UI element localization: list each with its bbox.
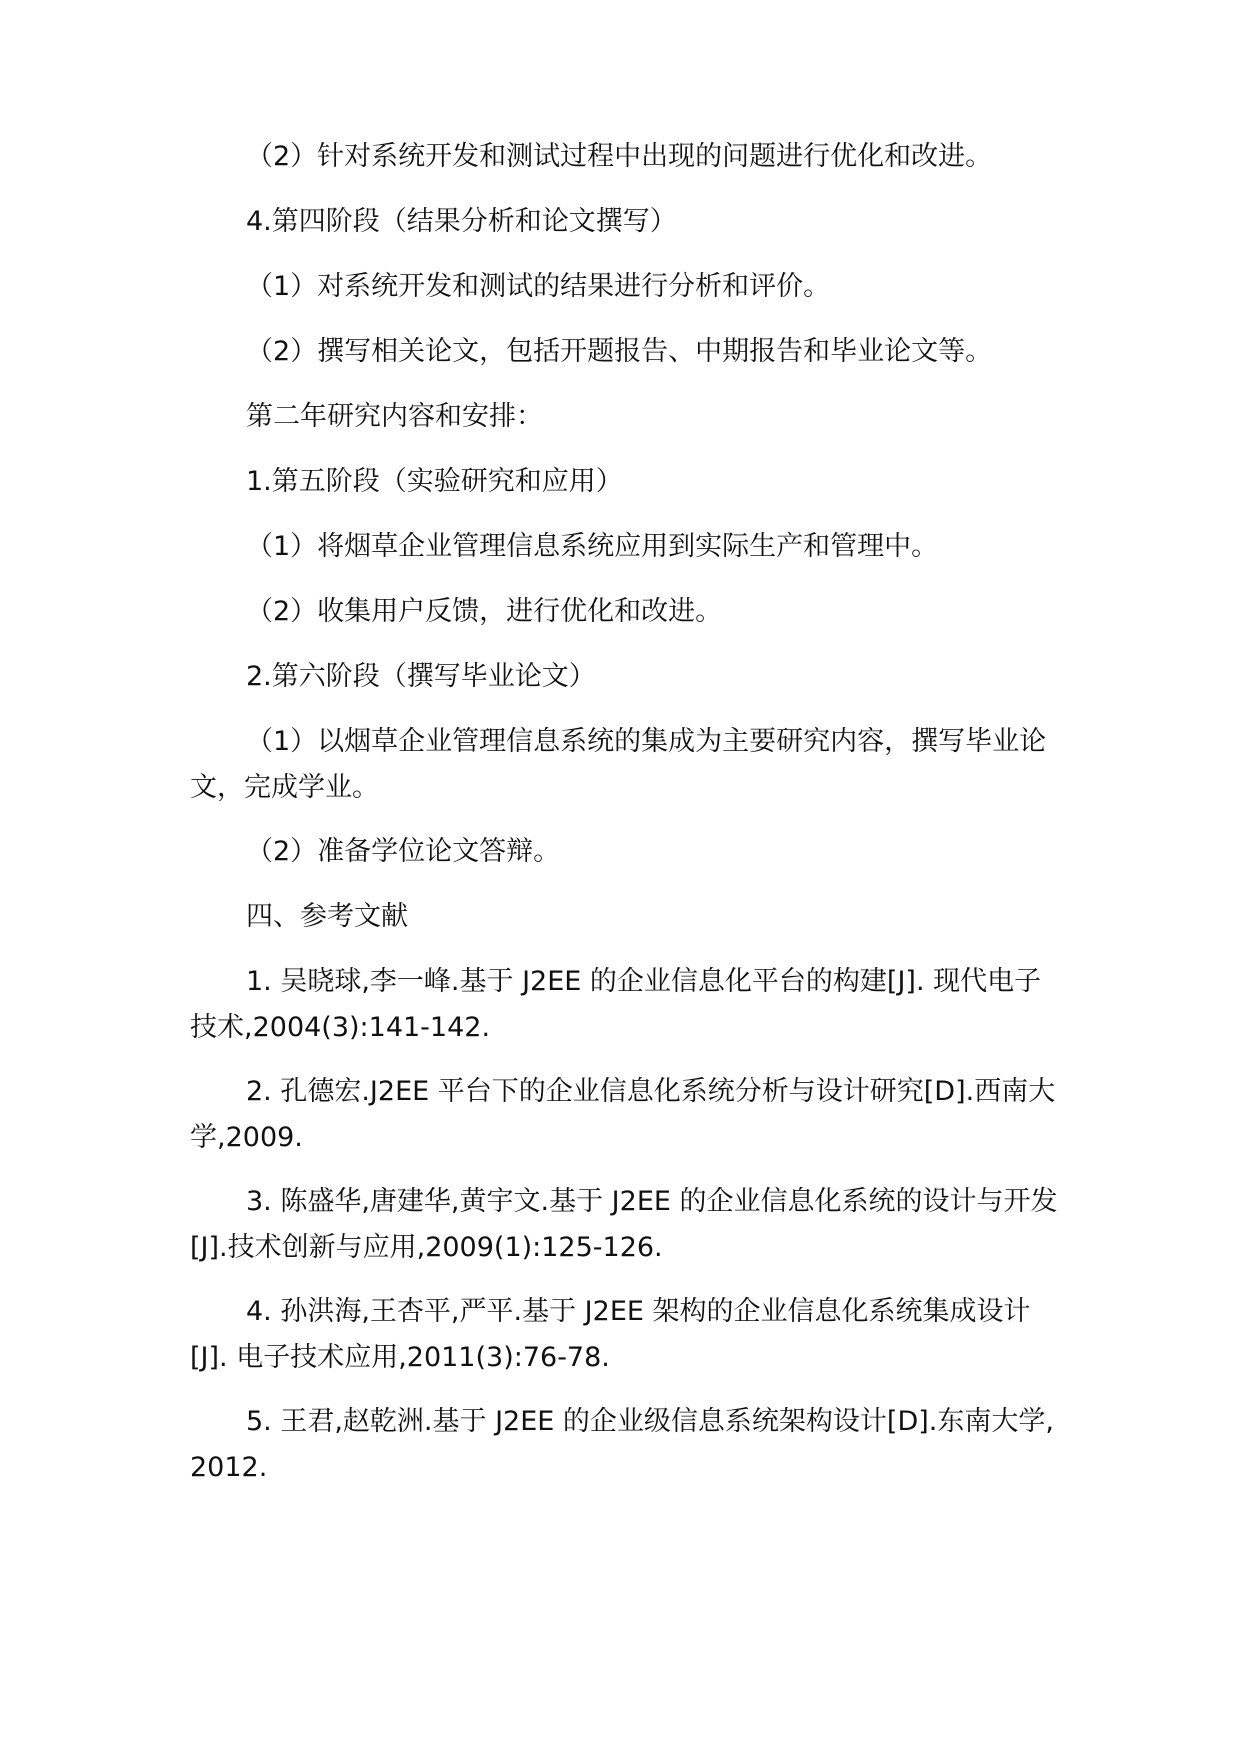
paragraph-stage5-heading: 1.第五阶段（实验研究和应用） xyxy=(246,466,623,497)
paragraph-stage5-item2: （2）收集用户反馈，进行优化和改进。 xyxy=(246,596,723,627)
section-heading-references: 四、参考文献 xyxy=(246,901,408,932)
paragraph-stage4-item1: （1）对系统开发和测试的结果进行分析和评价。 xyxy=(246,271,831,302)
reference-item: 3. 陈盛华,唐建华,黄宇文.基于 J2EE 的企业信息化系统的设计与开发[J].技术创新与应用,2009(1):125-126. xyxy=(190,1186,1058,1263)
paragraph-stage6-item2: （2）准备学位论文答辩。 xyxy=(246,836,561,867)
paragraph-stage6-item1: （1）以烟草企业管理信息系统的集成为主要研究内容，撰写毕业论文，完成学业。 xyxy=(190,726,1047,803)
paragraph-stage6-heading: 2.第六阶段（撰写毕业论文） xyxy=(246,661,596,692)
paragraph-stage5-item1: （1）将烟草企业管理信息系统应用到实际生产和管理中。 xyxy=(246,531,939,562)
reference-item: 5. 王君,赵乾洲.基于 J2EE 的企业级信息系统架构设计[D].东南大学,2012. xyxy=(190,1406,1054,1483)
reference-item: 4. 孙洪海,王杏平,严平.基于 J2EE 架构的企业信息化系统集成设计[J]. 电子技术应用,2011(3):76-78. xyxy=(190,1296,1031,1373)
reference-item: 2. 孔德宏.J2EE 平台下的企业信息化系统分析与设计研究[D].西南大学,2009. xyxy=(190,1076,1056,1153)
reference-item: 1. 吴晓球,李一峰.基于 J2EE 的企业信息化平台的构建[J]. 现代电子技术,2004(3):141-142. xyxy=(190,966,1042,1043)
paragraph-year2-heading: 第二年研究内容和安排： xyxy=(246,401,543,432)
paragraph-stage3-item2: （2）针对系统开发和测试过程中出现的问题进行优化和改进。 xyxy=(246,141,993,172)
paragraph-stage4-item2: （2）撰写相关论文，包括开题报告、中期报告和毕业论文等。 xyxy=(246,336,993,367)
paragraph-stage4-heading: 4.第四阶段（结果分析和论文撰写） xyxy=(246,206,677,237)
